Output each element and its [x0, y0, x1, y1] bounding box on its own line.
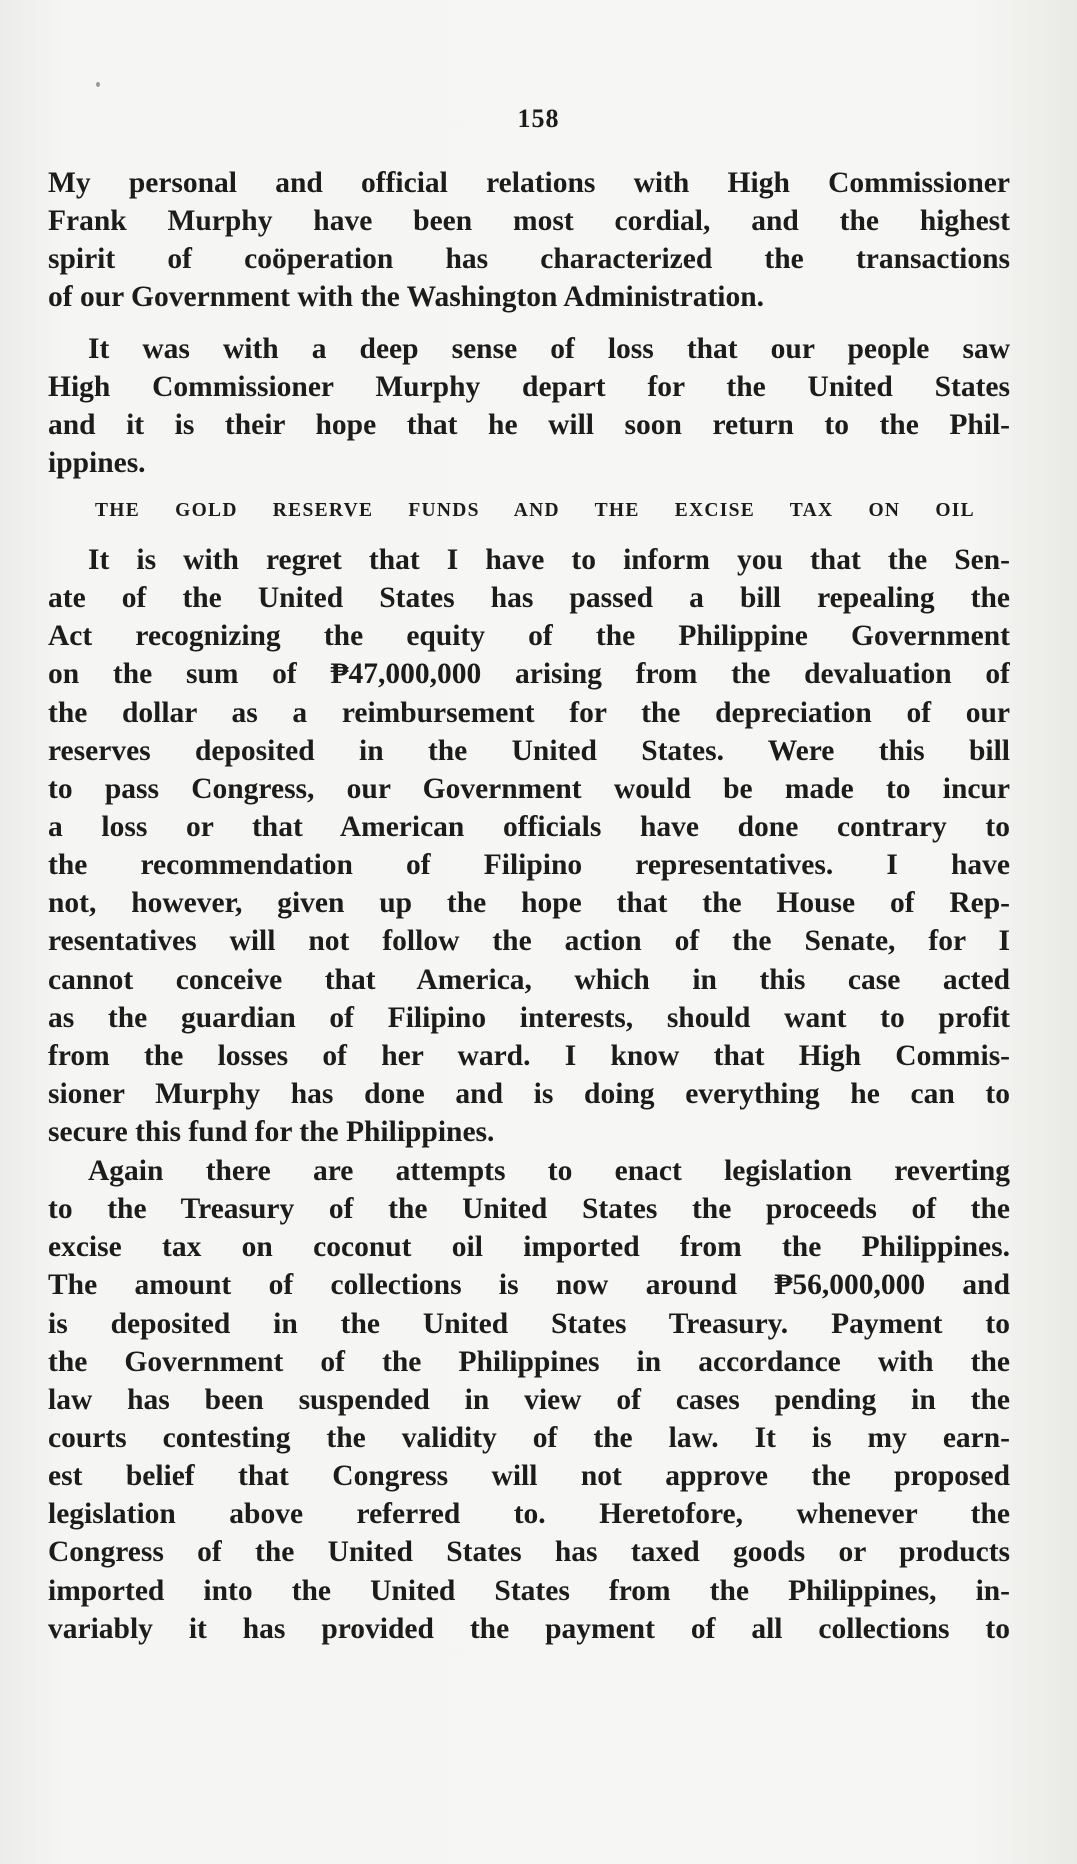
text-line: Again there are attempts to enact legislation reverting — [88, 1155, 1010, 1187]
text-line: excise tax on coconut oil imported from the Philippines. — [48, 1231, 1010, 1264]
text-line: from the losses of her ward. I know that High Commis- — [48, 1039, 1010, 1072]
text-line: the Government of the Philippines in accordance with the — [48, 1345, 1010, 1378]
text-line: is deposited in the United States Treasury. Payment to — [48, 1307, 1010, 1340]
paragraph-3 — [48, 541, 1010, 1151]
text-line: to pass Congress, our Government would be made to incur — [48, 772, 1010, 805]
text-line: My personal and official relations with High Commissioner — [48, 167, 1010, 199]
text-line: law has been suspended in view of cases pending in the — [48, 1383, 1010, 1416]
text-line: imported into the United States from the Philippines, in- — [48, 1574, 1010, 1607]
text-line: sioner Murphy has done and is doing everything he can to — [48, 1077, 1010, 1110]
text-line: cannot conceive that America, which in this case acted — [48, 963, 1010, 996]
text-line: est belief that Congress will not approve the proposed — [48, 1460, 1010, 1493]
page-number: 158 — [517, 104, 560, 133]
text-line: the recommendation of Filipino representatives. I have — [48, 849, 1010, 882]
text-line: spirit of coöperation has characterized the transactions — [48, 243, 1010, 276]
text-line: resentatives will not follow the action of the Senate, for I — [48, 925, 1010, 958]
paragraph-1 — [48, 164, 1010, 317]
text-line: variably it has provided the payment of all collections to — [48, 1612, 1010, 1645]
text-line: High Commissioner Murphy depart for the United States — [48, 371, 1010, 404]
text-line: The amount of collections is now around ₱56,000,000 and — [48, 1269, 1010, 1302]
paragraph-2 — [48, 330, 1010, 483]
text-line: on the sum of ₱47,000,000 arising from the devaluation of — [48, 658, 1010, 691]
text-line: secure this fund for the Philippines. — [48, 1116, 495, 1149]
scan-speck — [96, 82, 100, 87]
text-line: reserves deposited in the United States. Were this bill — [48, 734, 1010, 767]
text-line: to the Treasury of the United States the proceeds of the — [48, 1193, 1010, 1226]
text-line: the dollar as a reimbursement for the depreciation of our — [48, 696, 1010, 729]
text-line: ippines. — [48, 447, 146, 480]
text-line: as the guardian of Filipino interests, should want to profit — [48, 1001, 1010, 1034]
text-line: of our Government with the Washington Administration. — [48, 281, 764, 314]
text-line: It is with regret that I have to inform you that the Sen- — [88, 544, 1010, 576]
paragraph-4 — [48, 1152, 1010, 1648]
text-line: legislation above referred to. Heretofore, whenever the — [48, 1498, 1010, 1531]
text-line: Frank Murphy have been most cordial, and the highest — [48, 205, 1010, 238]
text-line: Act recognizing the equity of the Philippine Government — [48, 620, 1010, 653]
text-line: courts contesting the validity of the law. It is my earn- — [48, 1421, 1010, 1454]
section-heading: THE GOLD RESERVE FUNDS AND THE EXCISE TAX ON OIL — [95, 500, 975, 521]
text-line: It was with a deep sense of loss that our people saw — [88, 333, 1010, 365]
text-line: ate of the United States has passed a bill repealing the — [48, 582, 1010, 615]
text-line: a loss or that American officials have done contrary to — [48, 810, 1010, 843]
text-line: not, however, given up the hope that the House of Rep- — [48, 887, 1010, 920]
text-line: Congress of the United States has taxed goods or products — [48, 1536, 1010, 1569]
text-line: and it is their hope that he will soon return to the Phil- — [48, 409, 1010, 442]
